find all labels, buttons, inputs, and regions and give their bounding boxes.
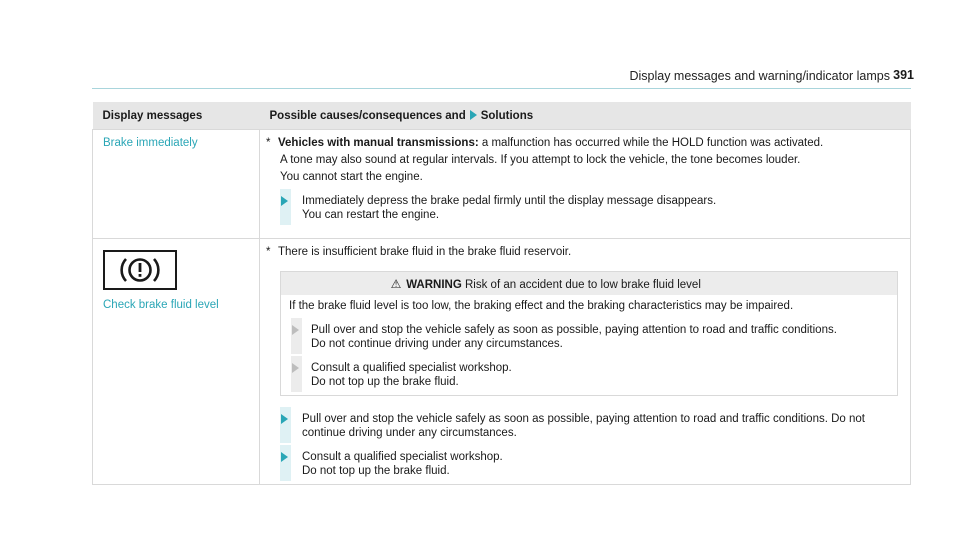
step-text-a: Immediately depress the brake pedal firmly until the display message disappears. (302, 195, 717, 207)
col-header-solutions-text: Solutions (480, 110, 534, 122)
step-text-b: Do not top up the brake fluid. (302, 465, 450, 477)
warning-title: Risk of an accident due to low brake fluid level (465, 279, 701, 291)
cause-text: There is insufficient brake fluid in the brake fluid reservoir. (278, 246, 572, 258)
warning-body (281, 295, 897, 395)
page-number: 391 (893, 68, 914, 82)
optional-star: * (266, 246, 271, 258)
step-text-b: Do not top up the brake fluid. (311, 376, 459, 388)
cause-line (266, 136, 900, 150)
table-row (93, 239, 911, 485)
col-header-causes (260, 102, 911, 130)
warning-triangle-icon: ⚠ (390, 277, 402, 291)
col-header-display-messages: Display messages (93, 102, 260, 130)
col-header-causes-text: Possible causes/consequences and (269, 110, 466, 122)
arrow-icon (470, 110, 477, 120)
message-check-brake-fluid[interactable]: Check brake fluid level (103, 299, 219, 311)
arrow-icon (281, 196, 288, 206)
header-rule (92, 88, 911, 89)
step-bar (280, 407, 291, 443)
arrow-icon (281, 452, 288, 462)
warning-step (289, 323, 889, 351)
cause-bold: Vehicles with manual transmissions: (278, 137, 479, 149)
step-text-a: Consult a qualified specialist workshop. (311, 362, 512, 374)
step-bar (291, 356, 302, 392)
messages-table (92, 102, 911, 485)
warning-step (289, 361, 889, 389)
arrow-icon (292, 363, 299, 373)
page-header-title: Display messages and warning/indicator lamps (629, 69, 890, 83)
message-brake-immediately[interactable]: Brake immediately (103, 137, 198, 149)
warning-header (281, 272, 897, 295)
step-text-b: You can restart the engine. (302, 209, 440, 221)
step-text-b: Do not continue driving under any circumstances. (311, 338, 563, 350)
solution-step (266, 194, 900, 222)
cause-line (266, 245, 900, 259)
page-header (629, 69, 890, 83)
cause-line-2: A tone may also sound at regular intervals. If you attempt to lock the vehicle, the tone becomes louder. (280, 154, 801, 166)
cause-line-3: You cannot start the engine. (280, 171, 423, 183)
cause-text: a malfunction has occurred while the HOLD function was activated. (481, 137, 824, 149)
arrow-icon (281, 414, 288, 424)
step-text-b: continue driving under any circumstances. (302, 427, 517, 439)
table-row (93, 130, 911, 239)
brake-warning-icon (103, 250, 177, 290)
solution-step (266, 412, 900, 440)
step-text-a: Pull over and stop the vehicle safely as soon as possible, paying attention to road and traffic conditions. Do not (302, 413, 865, 425)
warning-box (280, 271, 898, 396)
arrow-icon (292, 325, 299, 335)
causes-cell (260, 130, 911, 239)
step-bar (280, 189, 291, 225)
table-header-row (93, 102, 911, 130)
warning-label: WARNING (406, 279, 462, 291)
causes-cell (260, 239, 911, 485)
message-cell (93, 130, 260, 239)
step-bar (291, 318, 302, 354)
step-text-a: Pull over and stop the vehicle safely as soon as possible, paying attention to road and traffic conditions. (311, 324, 837, 336)
step-text-a: Consult a qualified specialist workshop. (302, 451, 503, 463)
optional-star: * (266, 137, 271, 149)
solution-step (266, 450, 900, 478)
warning-text: If the brake fluid level is too low, the braking effect and the braking characteristics may be impaired. (289, 300, 794, 312)
step-bar (280, 445, 291, 481)
message-cell (93, 239, 260, 485)
